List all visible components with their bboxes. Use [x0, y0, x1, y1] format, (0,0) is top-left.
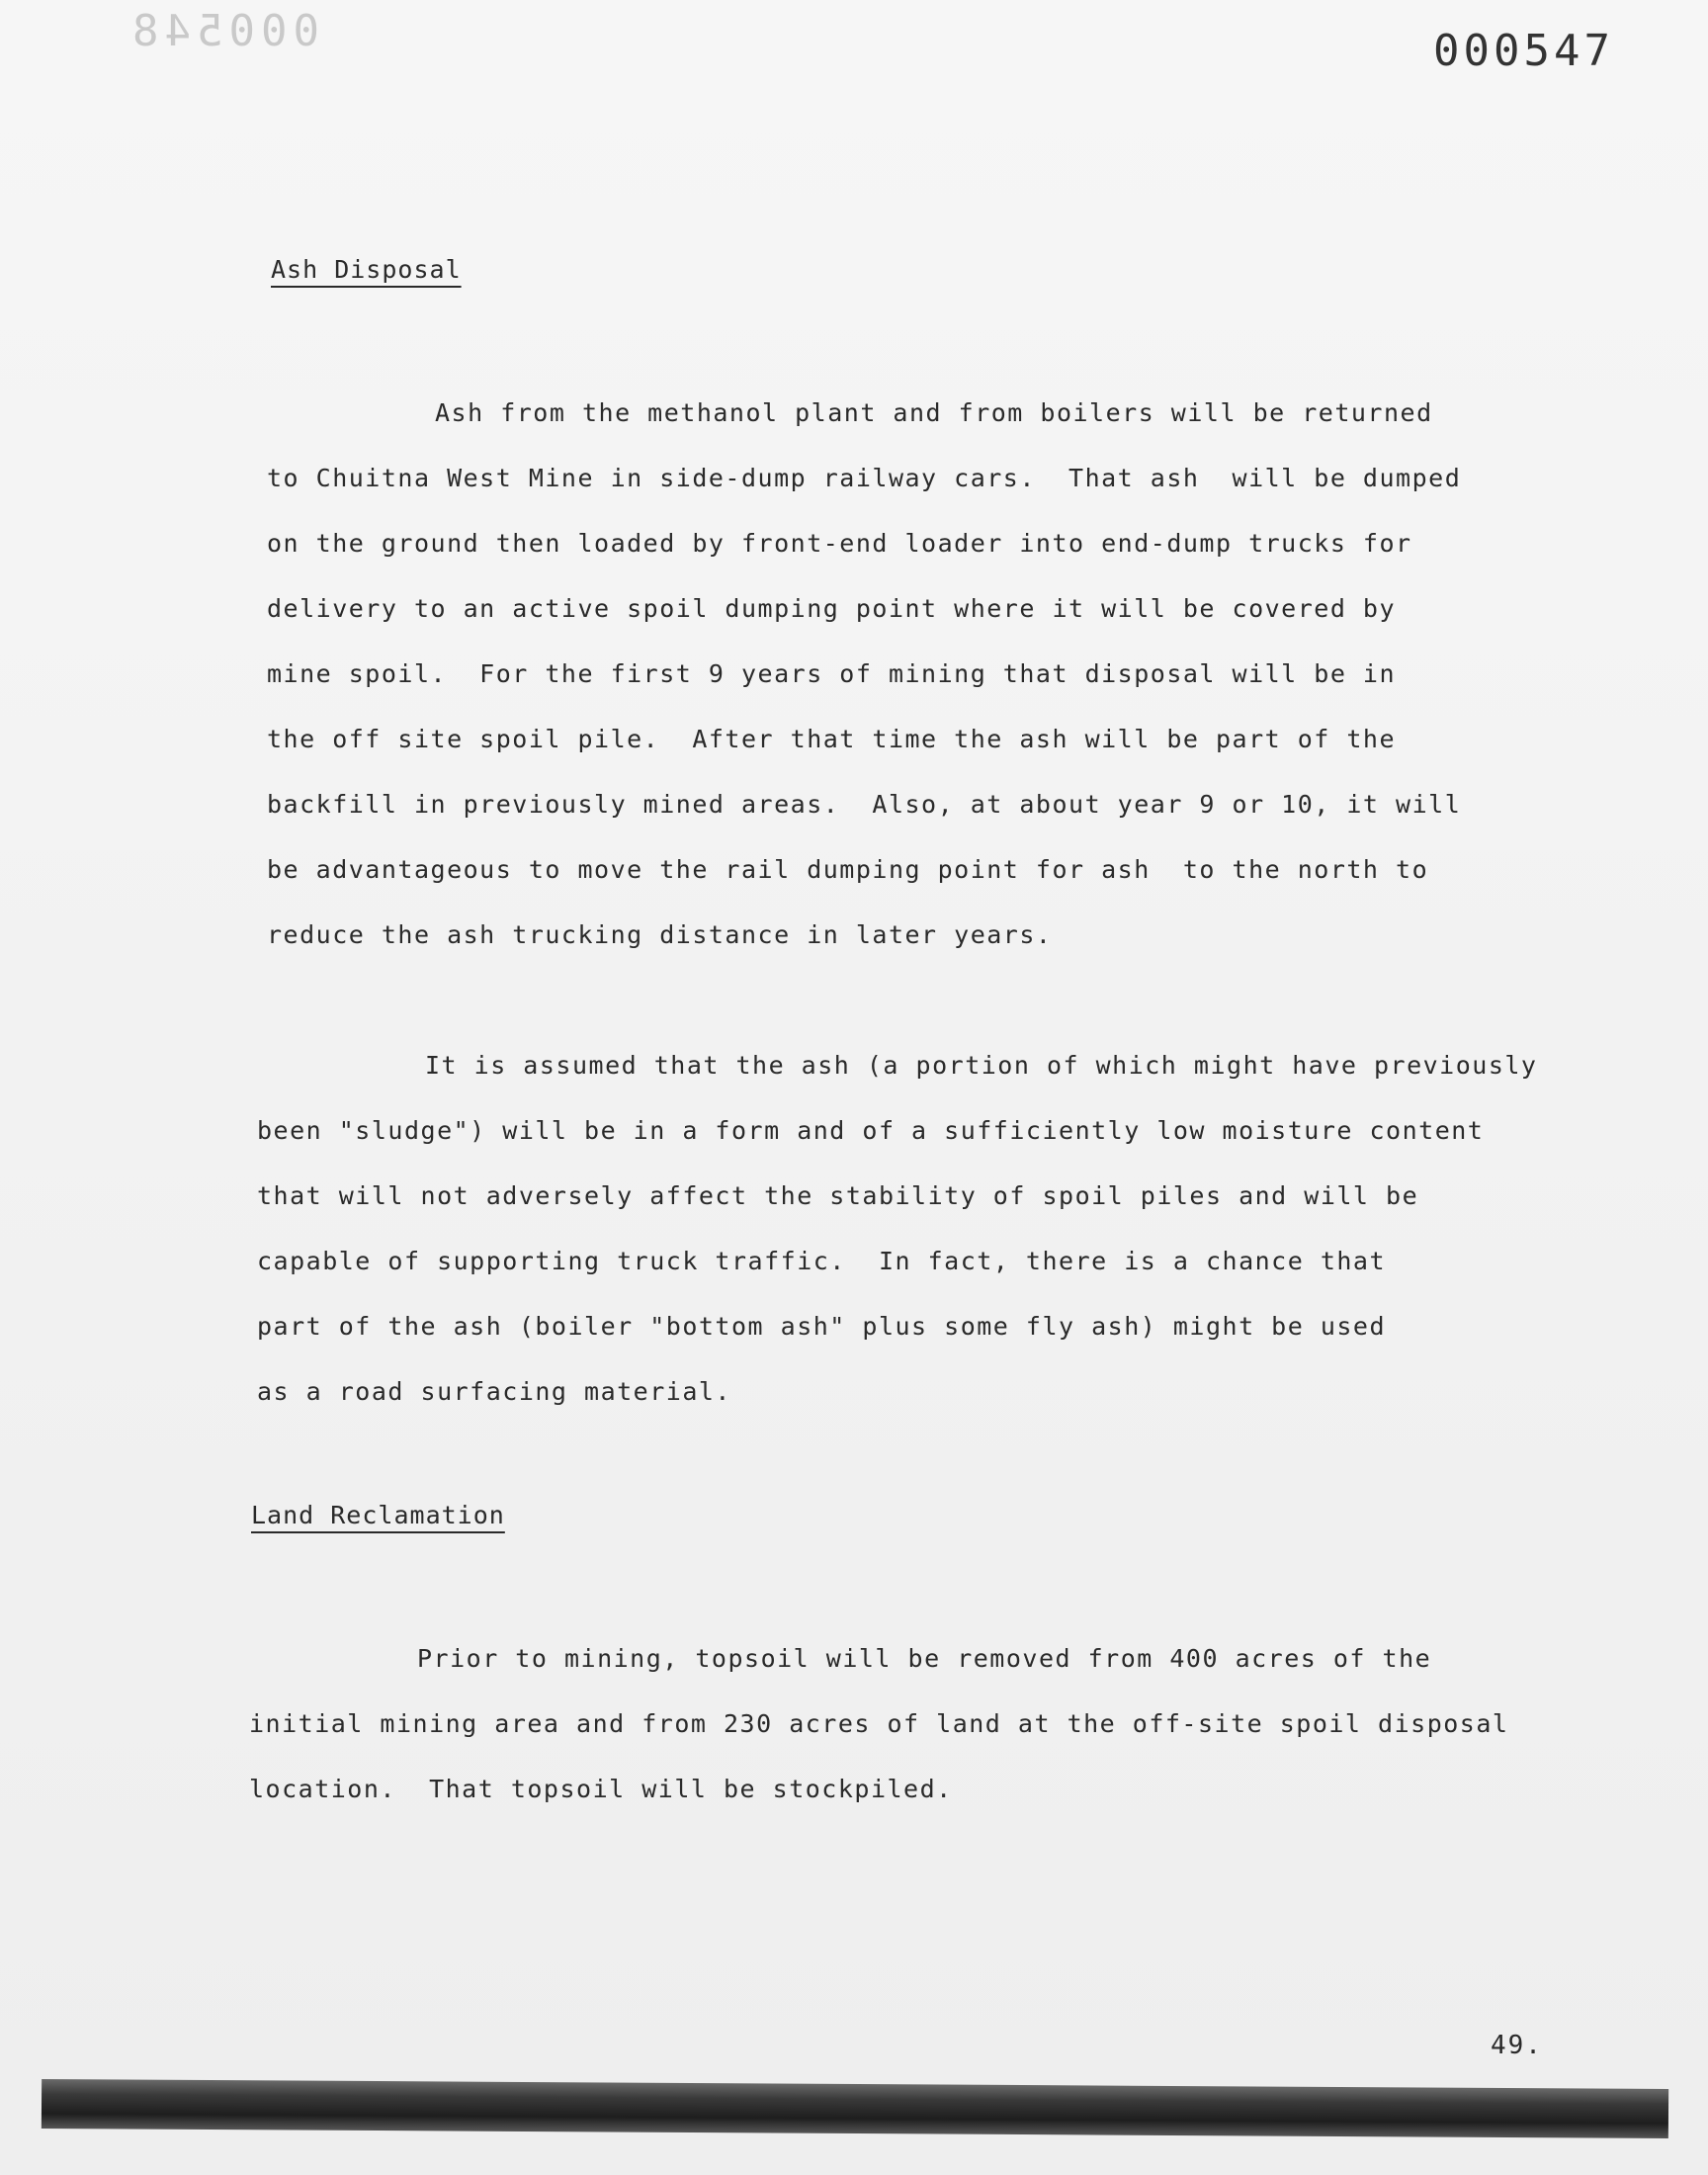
text-line: that will not adversely affect the stability of spoil piles and will be [257, 1181, 1419, 1210]
land-reclamation-paragraph-1 [249, 1626, 1633, 1822]
bates-number-stamp: 000547 [1433, 26, 1614, 76]
text-line: backfill in previously mined areas. Also, at about year 9 or 10, it will [267, 790, 1462, 819]
text-line: delivery to an active spoil dumping point where it will be covered by [267, 594, 1397, 623]
text-line: Prior to mining, topsoil will be removed from 400 acres of the [417, 1644, 1432, 1673]
text-line: be advantageous to move the rail dumping point for ash to the north to [267, 855, 1429, 884]
text-line: capable of supporting truck traffic. In fact, there is a chance that [257, 1247, 1387, 1275]
text-line: Ash from the methanol plant and from boilers will be returned [435, 398, 1433, 427]
page-number: 49. [1491, 2031, 1543, 2060]
text-line: the off site spoil pile. After that time the ash will be part of the [267, 725, 1397, 753]
text-line: reduce the ash trucking distance in later years. [267, 920, 1053, 949]
text-line: part of the ash (boiler "bottom ash" plus some fly ash) might be used [257, 1312, 1387, 1341]
text-line: location. That topsoil will be stockpiled. [249, 1775, 953, 1803]
text-line: to Chuitna West Mine in side-dump railway cars. That ash will be dumped [267, 464, 1462, 492]
ash-disposal-paragraph-1 [267, 381, 1651, 968]
text-line: initial mining area and from 230 acres of land at the off-site spoil disposal [249, 1709, 1509, 1738]
text-line: mine spoil. For the first 9 years of mining that disposal will be in [267, 659, 1397, 688]
faded-bates-stamp: 000548 [127, 6, 319, 56]
scan-edge-shadow [42, 2079, 1668, 2138]
ash-disposal-paragraph-2 [257, 1033, 1641, 1425]
heading-ash-disposal: Ash Disposal [271, 255, 462, 284]
text-line: on the ground then loaded by front-end loader into end-dump trucks for [267, 529, 1412, 558]
text-line: been "sludge") will be in a form and of a sufficiently low moisture content [257, 1116, 1485, 1145]
heading-land-reclamation: Land Reclamation [251, 1501, 505, 1529]
text-line: It is assumed that the ash (a portion of which might have previously [425, 1051, 1538, 1080]
text-line: as a road surfacing material. [257, 1377, 731, 1406]
